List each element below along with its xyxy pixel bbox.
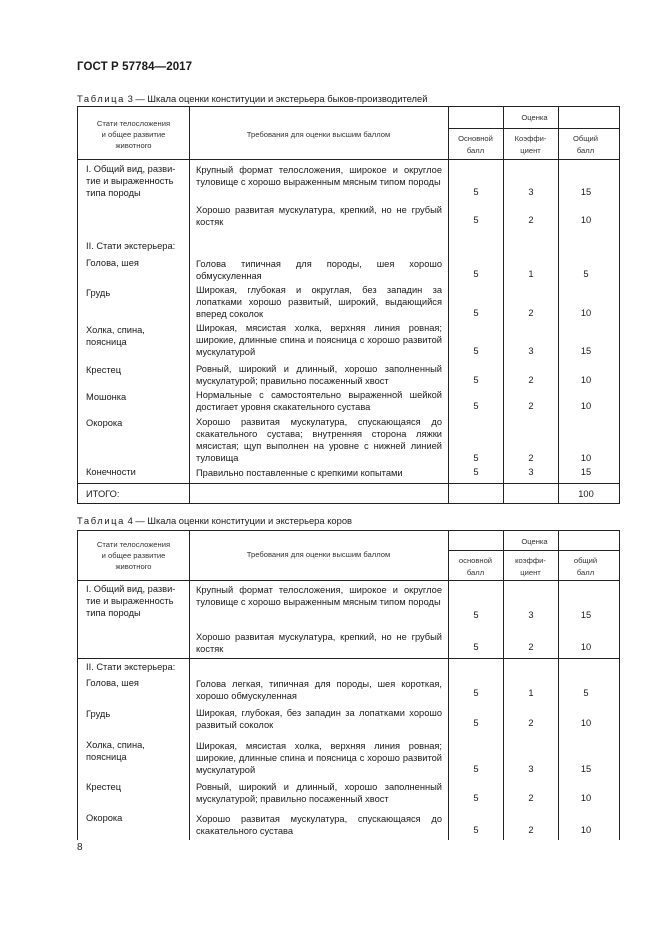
- coefficient: 3: [528, 346, 534, 356]
- total-score: 15: [580, 187, 592, 197]
- stats-header-line: и общее развитие: [101, 130, 166, 139]
- total-score: 15: [580, 467, 592, 477]
- requirement-text: Широкая, мясистая холка, верхняя линия ровная; широкие, длинные спина и поясница с хорошо развитой мускулатурой: [196, 323, 442, 357]
- column-divider: [189, 531, 190, 840]
- stat-name: Окорока: [86, 418, 123, 428]
- stat-name: тие и выраженность: [86, 596, 174, 606]
- stat-name: поясница: [86, 752, 127, 762]
- requirement-text: Нормальные с самостоятельно выраженной шейкой достигает уровня скакательного сустава: [196, 390, 442, 412]
- stat-name: типа породы: [86, 608, 141, 618]
- base-score: 5: [473, 793, 479, 803]
- total-score: 5: [583, 688, 589, 698]
- document-header: ГОСТ Р 57784—2017: [77, 61, 193, 73]
- stat-name: тие и выраженность: [86, 176, 174, 186]
- score-group-header: Оценка: [521, 537, 548, 546]
- base-score: 5: [473, 308, 479, 318]
- stat-name: Крестец: [86, 365, 122, 375]
- coefficient: 3: [528, 187, 534, 197]
- base-score: 5: [473, 269, 479, 279]
- table3-caption-prefix: Таблица: [77, 93, 125, 104]
- table4-caption-text: 4 — Шкала оценки конституции и экстерьера коров: [124, 515, 353, 526]
- total-score: 10: [580, 401, 592, 411]
- coef-header-line: циент: [520, 146, 541, 155]
- stat-name: II. Стати экстерьера:: [86, 662, 176, 672]
- column-divider: [189, 107, 190, 503]
- requirements-header: Требования для оценки высшим баллом: [246, 550, 391, 559]
- base-header-line: балл: [466, 146, 485, 155]
- base-score: 5: [473, 764, 479, 774]
- stat-name: Голова, шея: [86, 258, 139, 268]
- table3: [77, 106, 620, 504]
- total-header-line: балл: [576, 568, 595, 577]
- stat-name: Холка, спина,: [86, 740, 145, 750]
- total-score: 10: [580, 375, 592, 385]
- header-bottom-line: [78, 159, 619, 160]
- stat-name: Голова, шея: [86, 678, 139, 688]
- table4-caption: [77, 515, 352, 526]
- base-score: 5: [473, 825, 479, 835]
- stats-header-line: животного: [115, 562, 152, 571]
- base-score: 5: [473, 346, 479, 356]
- table4: [77, 530, 620, 840]
- total-score: 10: [580, 308, 592, 318]
- table3-caption: [77, 93, 427, 104]
- base-header-line: балл: [466, 568, 485, 577]
- stat-name: II. Стати экстерьера:: [86, 241, 176, 251]
- header-divider: [448, 550, 619, 551]
- table3-caption-text: 3 — Шкала оценки конституции и экстерьера быков-производителей: [124, 93, 428, 104]
- stats-header-line: Стати телосложения: [96, 119, 171, 128]
- stats-header-line: животного: [115, 141, 152, 150]
- requirement-text: Голова типичная для породы, шея хорошо обмускуленная: [196, 259, 442, 281]
- requirement-text: Хорошо развитая мускулатура, крепкий, но не грубый костяк: [196, 632, 442, 654]
- base-score: 5: [473, 187, 479, 197]
- requirement-text: Широкая, мясистая холка, верхняя линия ровная; широкие, длинные спина и поясница с хорошо развитой мускулатурой: [196, 741, 442, 775]
- total-header-line: балл: [576, 146, 595, 155]
- coefficient: 2: [528, 453, 534, 463]
- coefficient: 3: [528, 467, 534, 477]
- coefficient: 2: [528, 825, 534, 835]
- requirement-text: Ровный, широкий и длинный, хорошо заполненный мускулатурой; правильно посаженный хвост: [196, 364, 442, 386]
- coefficient: 3: [528, 610, 534, 620]
- total-header-line: Общий: [573, 134, 598, 143]
- total-score: 10: [580, 793, 592, 803]
- requirement-text: Крупный формат телосложения, широкое и округлое туловище с хорошо выраженным мясным типом породы: [196, 165, 442, 187]
- coefficient: 2: [528, 215, 534, 225]
- base-header-line: Основной: [458, 134, 493, 143]
- requirement-text: Хорошо развитая мускулатура, спускающаяся до скакательного сустава; внутренняя сторона ляжки мясистая; щуп выполнен на уровне с нижней линией туловища: [196, 417, 442, 463]
- base-score: 5: [473, 688, 479, 698]
- total-score: 10: [580, 718, 592, 728]
- total-score: 15: [580, 764, 592, 774]
- stat-name: Грудь: [86, 288, 111, 298]
- total-row-divider: [78, 483, 619, 484]
- stat-name: поясница: [86, 337, 127, 347]
- base-score: 5: [473, 718, 479, 728]
- coefficient: 2: [528, 401, 534, 411]
- coef-header-line: циент: [520, 568, 541, 577]
- stats-header-line: Стати телосложения: [96, 540, 171, 549]
- requirement-text: Голова легкая, типичная для породы, шея короткая, хорошо обмускуленная: [196, 679, 442, 701]
- table4-caption-prefix: Таблица: [77, 515, 125, 526]
- stat-name: I. Общий вид, разви-: [86, 164, 176, 174]
- requirement-text: Хорошо развитая мускулатура, крепкий, но не грубый костяк: [196, 205, 442, 227]
- total-score: 10: [580, 453, 592, 463]
- total-score: 10: [580, 825, 592, 835]
- base-score: 5: [473, 642, 479, 652]
- total-score: 10: [580, 642, 592, 652]
- coefficient: 2: [528, 375, 534, 385]
- coefficient: 2: [528, 308, 534, 318]
- column-divider: [503, 107, 504, 503]
- requirement-text: Хорошо развитая мускулатура, спускающаяся до скакательного сустава: [196, 814, 442, 836]
- itogo-label: ИТОГО:: [86, 489, 120, 499]
- section-divider: [78, 658, 619, 659]
- base-score: 5: [473, 375, 479, 385]
- coefficient: 1: [528, 269, 534, 279]
- base-score: 5: [473, 215, 479, 225]
- stat-name: типа породы: [86, 188, 141, 198]
- requirement-text: Правильно поставленные с крепкими копытами: [196, 468, 403, 478]
- coefficient: 2: [528, 718, 534, 728]
- total-score: 10: [580, 215, 592, 225]
- base-score: 5: [473, 401, 479, 411]
- requirement-text: Крупный формат телосложения, широкое и округлое туловище с хорошо выраженным мясным типом породы: [196, 585, 442, 607]
- coefficient: 1: [528, 688, 534, 698]
- stat-name: Окорока: [86, 813, 123, 823]
- page-number: 8: [77, 842, 83, 853]
- requirement-text: Широкая, глубокая и округлая, без западин за лопатками хорошо развитый, широкий, выдающийся вперед соколок: [196, 285, 442, 319]
- total-score: 5: [583, 269, 589, 279]
- stat-name: Конечности: [86, 467, 136, 477]
- score-group-header: Оценка: [521, 113, 548, 122]
- column-divider: [448, 107, 449, 503]
- requirement-text: Широкая, глубокая, без западин за лопатками хорошо развитый соколок: [196, 708, 442, 730]
- stats-header-line: и общее развитие: [101, 551, 166, 560]
- header-divider: [448, 128, 619, 129]
- coefficient: 3: [528, 764, 534, 774]
- total-score: 15: [580, 346, 592, 356]
- requirement-text: Ровный, широкий и длинный, хорошо заполненный мускулатурой; правильно посаженный хвост: [196, 782, 442, 804]
- base-header-line: основной: [458, 556, 493, 565]
- stat-name: Мошонка: [86, 392, 127, 402]
- coef-header-line: коэффи-: [515, 556, 546, 565]
- stat-name: Холка, спина,: [86, 325, 145, 335]
- base-score: 5: [473, 453, 479, 463]
- coefficient: 2: [528, 793, 534, 803]
- stat-name: I. Общий вид, разви-: [86, 584, 176, 594]
- total-header-line: общий: [573, 556, 598, 565]
- column-divider: [558, 107, 559, 503]
- header-bottom-line: [78, 580, 619, 581]
- stat-name: Крестец: [86, 782, 122, 792]
- itogo-total: 100: [578, 489, 594, 499]
- requirements-header: Требования для оценки высшим баллом: [246, 130, 391, 139]
- base-score: 5: [473, 467, 479, 477]
- coef-header-line: Коэффи-: [514, 134, 547, 143]
- base-score: 5: [473, 610, 479, 620]
- total-score: 15: [580, 610, 592, 620]
- coefficient: 2: [528, 642, 534, 652]
- stat-name: Грудь: [86, 709, 111, 719]
